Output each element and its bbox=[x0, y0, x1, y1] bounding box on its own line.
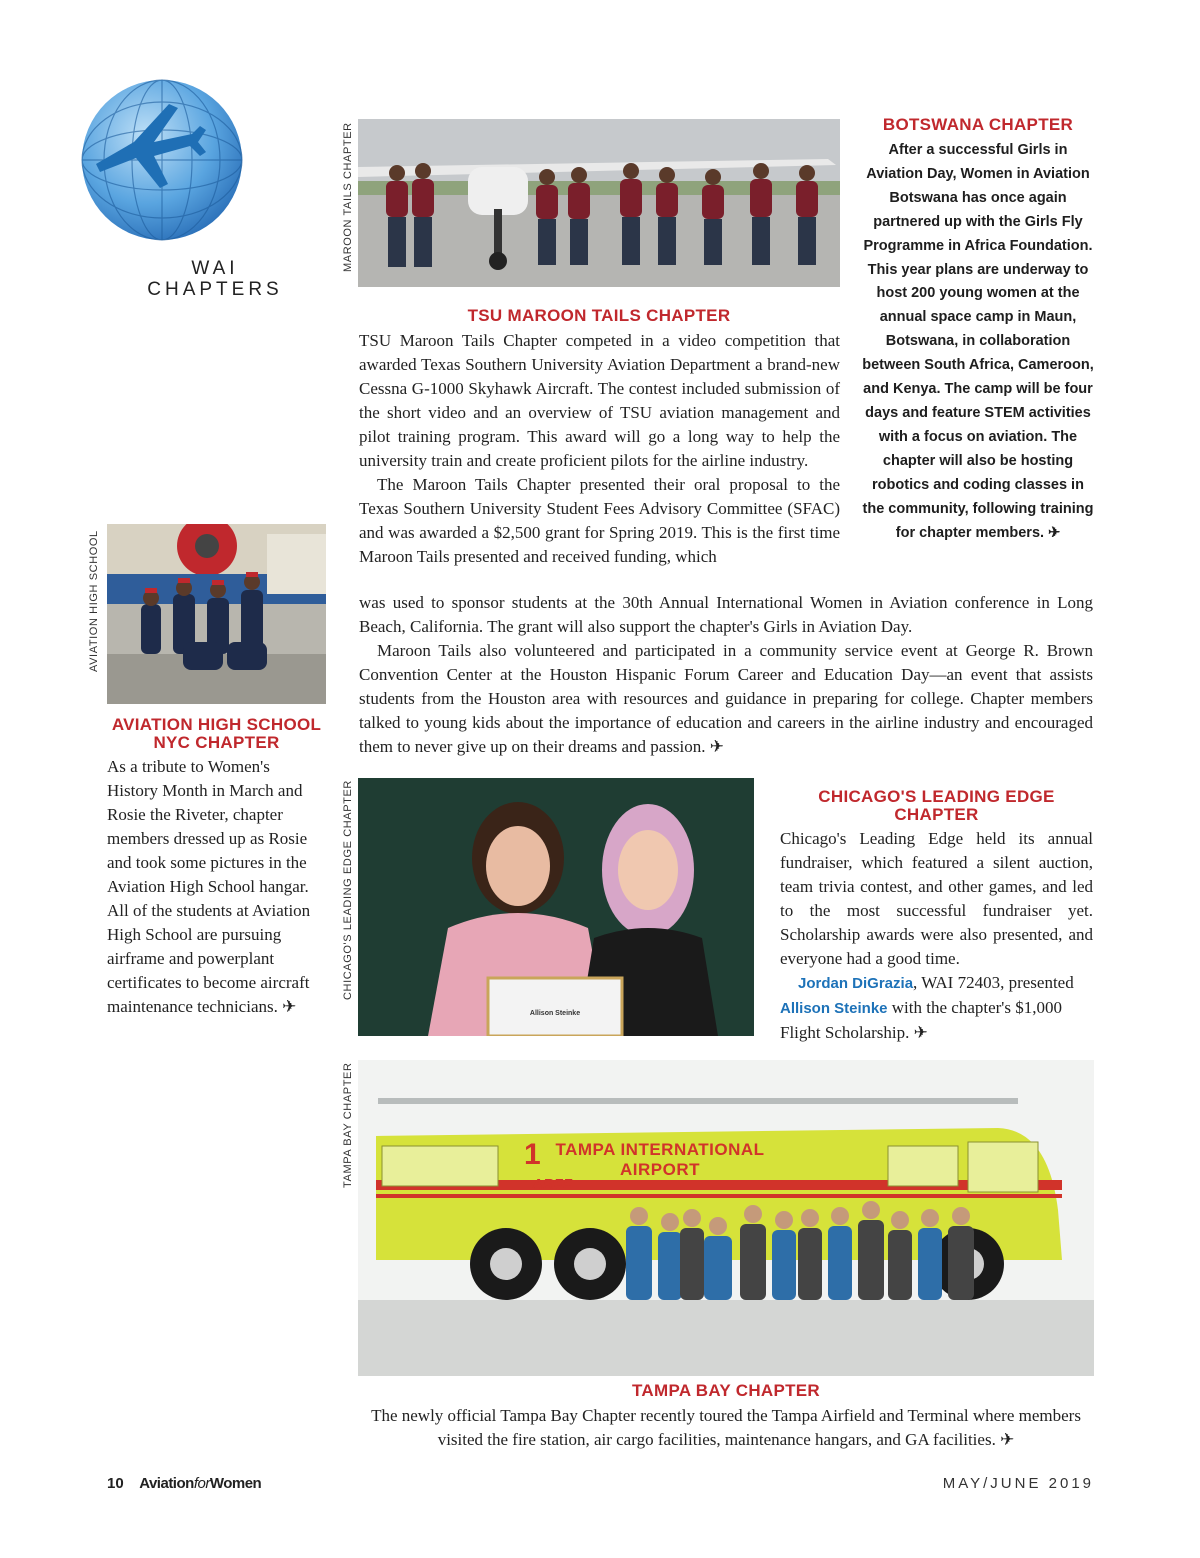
chicago-p2-end: with the chapter's $1,000 Flight Scholarship. ✈ bbox=[780, 998, 1062, 1042]
wai-globe-logo bbox=[74, 72, 244, 242]
magazine-name bbox=[139, 1475, 261, 1492]
magazine-name-b: for bbox=[193, 1475, 210, 1492]
botswana-heading: BOTSWANA CHAPTER bbox=[882, 115, 1074, 134]
person-name-allison: Allison Steinke bbox=[780, 1000, 888, 1017]
chicago-paragraph-1: Chicago's Leading Edge held its annual fundraiser, which featured a silent auction, team trivia contest, and other games, and led to the most successful fundraiser yet. Scholarship awards were also presented, and everyone had a good time. bbox=[780, 829, 1093, 968]
chicago-p2-mid: , WAI 72403, presented bbox=[913, 973, 1074, 992]
issue-date: MAY/JUNE 2019 bbox=[942, 1475, 1094, 1492]
section-title-line2: CHAPTERS bbox=[147, 279, 283, 300]
tampa-body: The newly official Tampa Bay Chapter recently toured the Tampa Airfield and Terminal where members visited the fire station, air cargo facilities, maintenance hangars, and GA facilities. ✈ bbox=[371, 1406, 1081, 1449]
tsu-column bbox=[359, 329, 840, 569]
truck-line2: AIRPORT bbox=[620, 1160, 700, 1179]
maroon-tails-photo bbox=[358, 119, 840, 287]
botswana-body: After a successful Girls in Aviation Day, Women in Aviation Botswana has once again partnered up with the Girls Fly Programme in Africa Foundation. This year plans are underway to host 200 young women at the annual space camp in Maun, Botswana, in collaboration between South Africa, Cameroon, and Kenya. The camp will be four days and feature STEM activities with a focus on aviation. The chapter will also be hosting robotics and coding classes in the community, following training for chapter members. ✈ bbox=[862, 142, 1094, 541]
tsu-paragraph-3: Maroon Tails also volunteered and participated in a community service event at George R. Brown Convention Center at the Houston Hispanic Forum Career and Education Day—an event that assists students from the Houston area with resources and guidance in preparing for college. Chapter members talked to young kids about the importance of education and careers in the airline industry and encouraged them to never give up on their dreams and passion. ✈ bbox=[359, 641, 1093, 756]
page-number: 10 bbox=[107, 1475, 124, 1492]
aviation-hs-heading bbox=[107, 716, 326, 752]
tampa-heading: TAMPA BAY CHAPTER bbox=[631, 1381, 821, 1400]
aviation-hs-body: As a tribute to Women's History Month in March and Rosie the Riveter, chapter members dressed up as Rosie and took some pictures in the Aviation High School hangar. All of the students at Aviation High School are pursuing airframe and powerplant certificates to become aircraft maintenance technicians. ✈ bbox=[107, 757, 311, 1016]
tsu-heading: TSU MAROON TAILS CHAPTER bbox=[467, 306, 731, 325]
aviation-hs-photo bbox=[107, 524, 326, 704]
tsu-wide-column bbox=[359, 591, 1093, 759]
magazine-name-c: Women bbox=[209, 1475, 262, 1492]
tampa-photo bbox=[358, 1060, 1094, 1376]
magazine-name-a: Aviation bbox=[139, 1475, 194, 1492]
chicago-heading bbox=[780, 788, 1093, 824]
chicago-paragraph-2 bbox=[780, 971, 1093, 1045]
aviation-hs-heading-line1: AVIATION HIGH SCHOOL bbox=[111, 715, 322, 734]
truck-arff: ARFF bbox=[532, 1176, 572, 1193]
chicago-heading-line1: CHICAGO'S LEADING EDGE bbox=[818, 787, 1055, 806]
photo-label-maroon: MAROON TAILS CHAPTER bbox=[342, 122, 354, 272]
chicago-heading-line2: CHAPTER bbox=[894, 805, 979, 824]
globe-airplane-icon bbox=[74, 72, 244, 242]
photo-label-chicago: CHICAGO'S LEADING EDGE CHAPTER bbox=[342, 780, 354, 1000]
section-title bbox=[130, 258, 300, 300]
aviation-hs-heading-line2: NYC CHAPTER bbox=[153, 733, 280, 752]
truck-line1: TAMPA INTERNATIONAL bbox=[555, 1140, 765, 1159]
tsu-paragraph-2a: The Maroon Tails Chapter presented their oral proposal to the Texas Southern University Student Fees Advisory Committee (SFAC) and was awarded a $2,500 grant for Spring 2019. This is the first time Maroon Tails presented and received funding, which bbox=[359, 475, 840, 566]
truck-text bbox=[540, 1140, 780, 1180]
tsu-paragraph-2b: was used to sponsor students at the 30th Annual International Women in Aviation conference in Long Beach, California. The grant will also support the chapter's Girls in Aviation Day. bbox=[359, 593, 1093, 636]
truck-number: 1 bbox=[524, 1138, 541, 1171]
section-title-line1: WAI bbox=[191, 258, 239, 279]
photo-label-aviation-hs: AVIATION HIGH SCHOOL bbox=[88, 530, 100, 672]
chicago-column bbox=[780, 827, 1093, 1045]
certificate-name: Allison Steinke bbox=[529, 1010, 581, 1017]
footer-left bbox=[107, 1474, 261, 1494]
chicago-photo bbox=[358, 778, 754, 1036]
tsu-paragraph-1: TSU Maroon Tails Chapter competed in a video competition that awarded Texas Southern University Aviation Department a brand-new Cessna G-1000 Skyhawk Aircraft. The contest included submission of the short video and an overview of TSU aviation management and pilot training program. This award will go a long way to help the university train and create proficient pilots for the airline industry. bbox=[359, 331, 840, 470]
photo-label-tampa: TAMPA BAY CHAPTER bbox=[342, 1062, 354, 1188]
person-name-jordan: Jordan DiGrazia bbox=[798, 975, 914, 992]
